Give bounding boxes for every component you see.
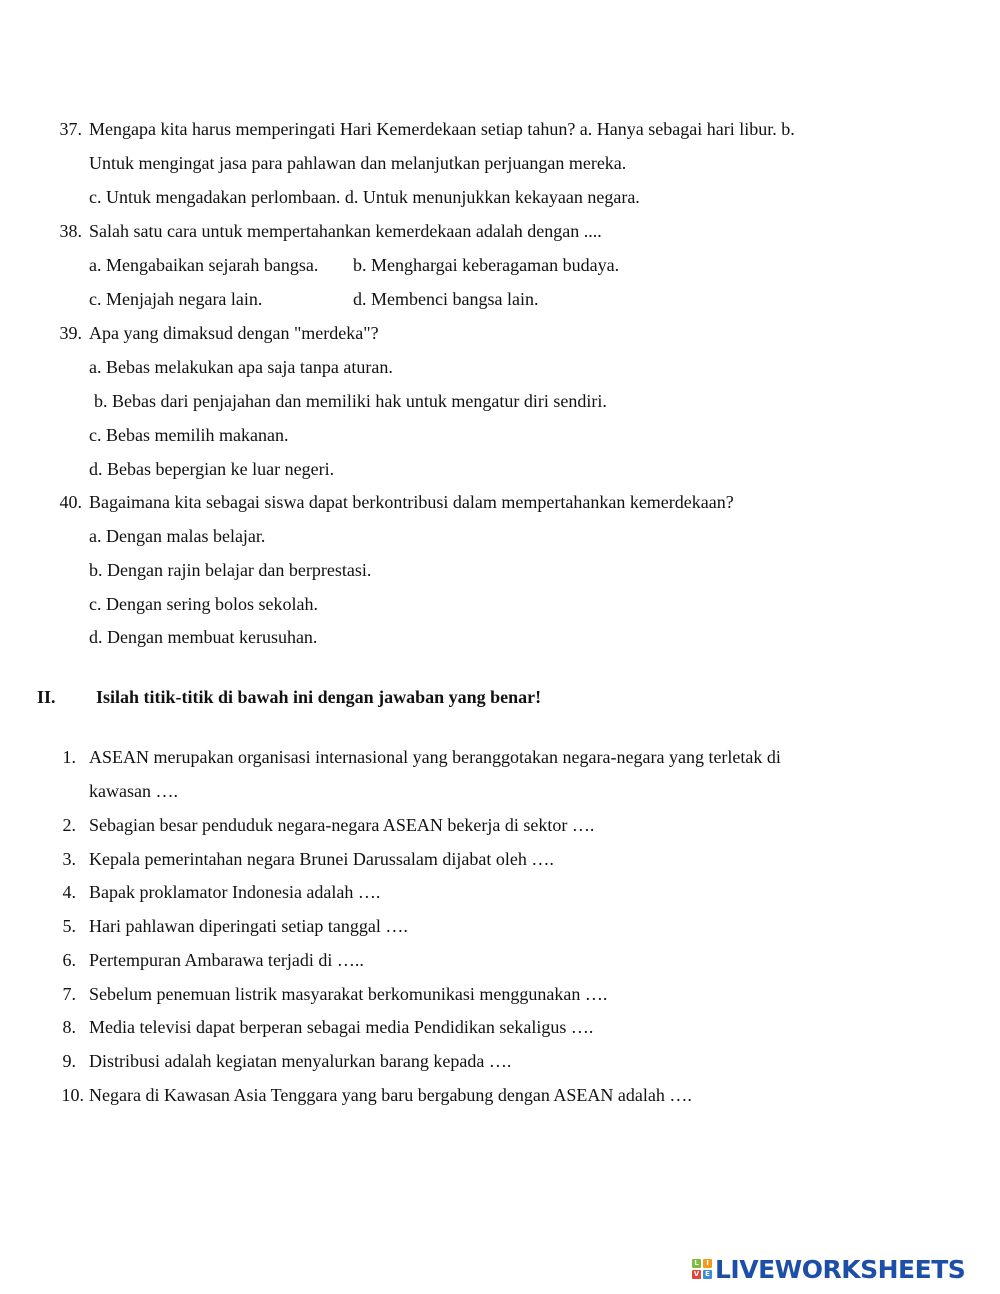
question-40-text: Bagaimana kita sebagai siswa dapat berkontribusi dalam mempertahankan kemerdekaan? [89, 492, 734, 512]
fill-item-6-number: 6. [62, 950, 76, 970]
fill-item-2-number: 2. [62, 815, 76, 835]
fill-item-5-number: 5. [62, 916, 76, 936]
fill-item-3-text: Kepala pemerintahan negara Brunei Darussalam dijabat oleh …. [89, 849, 554, 869]
fill-item-1-text-continued: kawasan …. [89, 781, 178, 801]
liveworksheets-logo [692, 1254, 965, 1284]
question-37-options: c. Untuk mengadakan perlombaan. d. Untuk menunjukkan kekayaan negara. [89, 187, 640, 207]
fill-item-8-number: 8. [62, 1017, 76, 1037]
question-38-text: Salah satu cara untuk mempertahankan kemerdekaan adalah dengan .... [89, 221, 602, 241]
fill-item-4-text: Bapak proklamator Indonesia adalah …. [89, 882, 381, 902]
section-2-numeral: II. [37, 687, 56, 707]
fill-item-2-text: Sebagian besar penduduk negara-negara ASEAN bekerja di sektor …. [89, 815, 595, 835]
question-39-option-d: d. Bebas bepergian ke luar negeri. [89, 459, 335, 479]
fill-item-1-number: 1. [62, 747, 76, 767]
question-39-number: 39. [59, 323, 82, 343]
fill-item-8-text: Media televisi dapat berperan sebagai media Pendidikan sekaligus …. [89, 1017, 594, 1037]
question-37-text: Mengapa kita harus memperingati Hari Kemerdekaan setiap tahun? a. Hanya sebagai hari libur. b. [89, 119, 795, 139]
fill-item-9-number: 9. [62, 1051, 76, 1071]
question-38-option-d: d. Membenci bangsa lain. [353, 289, 539, 309]
question-39-option-a: a. Bebas melakukan apa saja tanpa aturan. [89, 357, 393, 377]
question-39-option-c: c. Bebas memilih makanan. [89, 425, 289, 445]
logo-tile-e: E [703, 1270, 712, 1279]
logo-text: LIVEWORKSHEETS [715, 1254, 966, 1284]
fill-item-3-number: 3. [62, 849, 76, 869]
fill-item-10-number: 10. [61, 1085, 84, 1105]
question-40-number: 40. [59, 492, 82, 512]
question-40-option-b: b. Dengan rajin belajar dan berprestasi. [89, 560, 372, 580]
logo-tiles-icon [692, 1259, 712, 1279]
question-40-option-a: a. Dengan malas belajar. [89, 526, 266, 546]
question-39-option-b: b. Bebas dari penjajahan dan memiliki hak untuk mengatur diri sendiri. [94, 391, 607, 411]
question-38-option-b: b. Menghargai keberagaman budaya. [353, 255, 620, 275]
section-2-instruction: Isilah titik-titik di bawah ini dengan jawaban yang benar! [96, 687, 542, 707]
logo-tile-l: L [692, 1259, 701, 1268]
logo-tile-v: V [693, 1270, 700, 1278]
fill-item-10-text: Negara di Kawasan Asia Tenggara yang baru bergabung dengan ASEAN adalah …. [89, 1085, 692, 1105]
fill-item-7-text: Sebelum penemuan listrik masyarakat berkomunikasi menggunakan …. [89, 984, 608, 1004]
question-37-text-continued: Untuk mengingat jasa para pahlawan dan melanjutkan perjuangan mereka. [89, 153, 627, 173]
question-38-option-a: a. Mengabaikan sejarah bangsa. [89, 255, 319, 275]
question-38-number: 38. [59, 221, 82, 241]
question-38-option-c: c. Menjajah negara lain. [89, 289, 263, 309]
fill-item-5-text: Hari pahlawan diperingati setiap tanggal …. [89, 916, 408, 936]
fill-item-1-text: ASEAN merupakan organisasi internasional yang beranggotakan negara-negara yang terletak di [89, 747, 781, 767]
question-40-option-c: c. Dengan sering bolos sekolah. [89, 594, 318, 614]
question-37-number: 37. [59, 119, 82, 139]
fill-item-4-number: 4. [62, 882, 76, 902]
fill-item-6-text: Pertempuran Ambarawa terjadi di ….. [89, 950, 364, 970]
question-40-option-d: d. Dengan membuat kerusuhan. [89, 627, 318, 647]
fill-item-7-number: 7. [62, 984, 76, 1004]
question-39-text: Apa yang dimaksud dengan "merdeka"? [89, 323, 379, 343]
logo-tile-i: I [703, 1259, 712, 1268]
fill-item-9-text: Distribusi adalah kegiatan menyalurkan barang kepada …. [89, 1051, 512, 1071]
